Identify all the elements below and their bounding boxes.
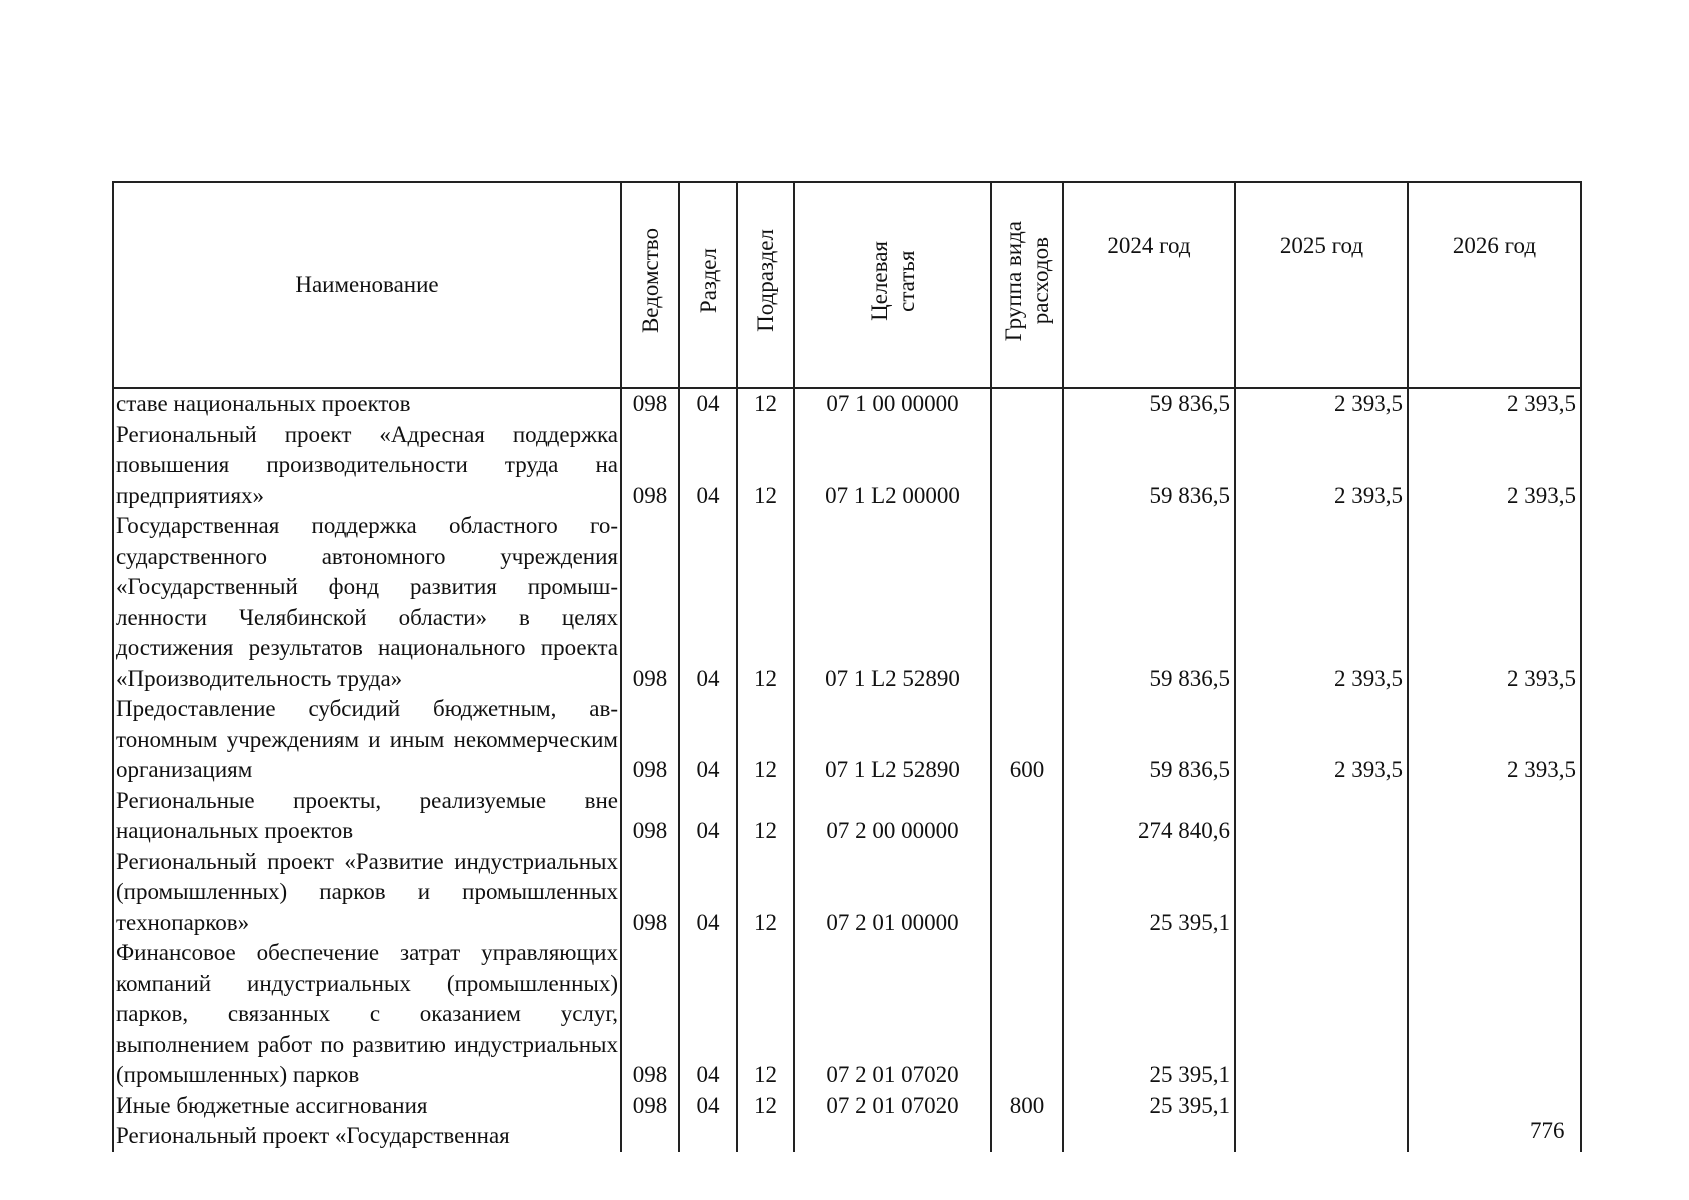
- cell-2025: [1235, 847, 1408, 939]
- cell-department: 098: [621, 511, 679, 694]
- header-2024: 2024 год: [1063, 182, 1235, 388]
- cell-2024: 25 395,1: [1063, 847, 1235, 939]
- cell-section: [679, 1121, 737, 1152]
- cell-name: Государственная поддержка областного государственного автономного учреждения «Государственный фонд развития промышленности Челябинской области» в целях достижения результатов национального проекта «Производительность труда»: [113, 511, 621, 694]
- cell-name: Предоставление субсидий бюджетным, автономным учреждениям и иным некоммерческим организациям: [113, 694, 621, 786]
- cell-section: 04: [679, 694, 737, 786]
- cell-name: ставе национальных проектов: [113, 388, 621, 420]
- cell-2025: [1235, 1091, 1408, 1122]
- header-target: Целевая статья: [794, 182, 991, 388]
- cell-2026: 2 393,5: [1408, 694, 1581, 786]
- header-expense-group: Группа вида расходов: [991, 182, 1063, 388]
- cell-target: [794, 1121, 991, 1152]
- cell-2026: [1408, 847, 1581, 939]
- cell-section: 04: [679, 388, 737, 420]
- header-department: Ведомство: [621, 182, 679, 388]
- cell-name: Финансовое обеспечение затрат управляющих компаний индустриальных (промышленных) парков, связанных с оказанием услуг, выполнением работ по развитию индустриальных (промышленных) парков: [113, 938, 621, 1091]
- cell-subsection: 12: [737, 847, 794, 939]
- cell-subsection: 12: [737, 420, 794, 512]
- cell-expense-group: [991, 786, 1063, 847]
- cell-2024: 25 395,1: [1063, 938, 1235, 1091]
- cell-target: 07 2 01 00000: [794, 847, 991, 939]
- cell-subsection: 12: [737, 388, 794, 420]
- cell-department: 098: [621, 388, 679, 420]
- page-number: 776: [1530, 1118, 1565, 1143]
- cell-2025: [1235, 786, 1408, 847]
- cell-section: 04: [679, 1091, 737, 1122]
- header-2025: 2025 год: [1235, 182, 1408, 388]
- cell-target: 07 1 L2 52890: [794, 694, 991, 786]
- cell-expense-group: [991, 420, 1063, 512]
- cell-section: 04: [679, 786, 737, 847]
- cell-2025: 2 393,5: [1235, 511, 1408, 694]
- table-row: [113, 511, 1581, 694]
- cell-section: 04: [679, 847, 737, 939]
- cell-name: Иные бюджетные ассигнования: [113, 1091, 621, 1122]
- table-row: [113, 786, 1581, 847]
- cell-2024: [1063, 1121, 1235, 1152]
- header-section: Раздел: [679, 182, 737, 388]
- table-row: [113, 847, 1581, 939]
- cell-subsection: 12: [737, 511, 794, 694]
- cell-department: 098: [621, 786, 679, 847]
- table-row: [113, 938, 1581, 1091]
- table-row: [113, 420, 1581, 512]
- cell-section: 04: [679, 420, 737, 512]
- cell-2024: 59 836,5: [1063, 420, 1235, 512]
- cell-name: Региональные проекты, реализуемые вне национальных проектов: [113, 786, 621, 847]
- table-row: [113, 694, 1581, 786]
- cell-2025: [1235, 938, 1408, 1091]
- cell-target: 07 1 L2 00000: [794, 420, 991, 512]
- cell-department: 098: [621, 420, 679, 512]
- table-row: [113, 388, 1581, 420]
- cell-section: 04: [679, 938, 737, 1091]
- cell-2024: 274 840,6: [1063, 786, 1235, 847]
- cell-2026: [1408, 1091, 1581, 1122]
- cell-target: 07 1 L2 52890: [794, 511, 991, 694]
- cell-2026: 2 393,5: [1408, 511, 1581, 694]
- cell-subsection: [737, 1121, 794, 1152]
- cell-department: 098: [621, 847, 679, 939]
- cell-expense-group: [991, 511, 1063, 694]
- cell-subsection: 12: [737, 786, 794, 847]
- cell-section: 04: [679, 511, 737, 694]
- cell-department: 098: [621, 1091, 679, 1122]
- cell-2025: 2 393,5: [1235, 388, 1408, 420]
- cell-department: 098: [621, 694, 679, 786]
- cell-department: [621, 1121, 679, 1152]
- cell-expense-group: 600: [991, 694, 1063, 786]
- cell-2024: 59 836,5: [1063, 388, 1235, 420]
- cell-subsection: 12: [737, 694, 794, 786]
- cell-2024: 59 836,5: [1063, 694, 1235, 786]
- cell-name: Региональный проект «Адресная поддержка повышения производительности труда на предприятиях»: [113, 420, 621, 512]
- table-row: [113, 1121, 1581, 1152]
- budget-table: [112, 181, 1582, 1152]
- header-2026: 2026 год: [1408, 182, 1581, 388]
- cell-department: 098: [621, 938, 679, 1091]
- cell-2026: [1408, 786, 1581, 847]
- cell-subsection: 12: [737, 938, 794, 1091]
- cell-2026: [1408, 938, 1581, 1091]
- cell-expense-group: [991, 388, 1063, 420]
- cell-expense-group: [991, 847, 1063, 939]
- cell-2025: [1235, 1121, 1408, 1152]
- cell-expense-group: [991, 938, 1063, 1091]
- cell-expense-group: 800: [991, 1091, 1063, 1122]
- cell-expense-group: [991, 1121, 1063, 1152]
- cell-name: Региональный проект «Государственная: [113, 1121, 621, 1152]
- header-name: Наименование: [113, 182, 621, 388]
- cell-target: 07 2 01 07020: [794, 1091, 991, 1122]
- cell-2025: 2 393,5: [1235, 694, 1408, 786]
- cell-2026: 2 393,5: [1408, 388, 1581, 420]
- cell-target: 07 2 00 00000: [794, 786, 991, 847]
- cell-2026: 2 393,5: [1408, 420, 1581, 512]
- cell-target: 07 1 00 00000: [794, 388, 991, 420]
- header-subsection: Подраздел: [737, 182, 794, 388]
- table-header-row: [113, 182, 1581, 388]
- cell-target: 07 2 01 07020: [794, 938, 991, 1091]
- cell-subsection: 12: [737, 1091, 794, 1122]
- table-row: [113, 1091, 1581, 1122]
- cell-2024: 59 836,5: [1063, 511, 1235, 694]
- cell-2024: 25 395,1: [1063, 1091, 1235, 1122]
- cell-2025: 2 393,5: [1235, 420, 1408, 512]
- cell-name: Региональный проект «Развитие индустриальных (промышленных) парков и промышленных технопарков»: [113, 847, 621, 939]
